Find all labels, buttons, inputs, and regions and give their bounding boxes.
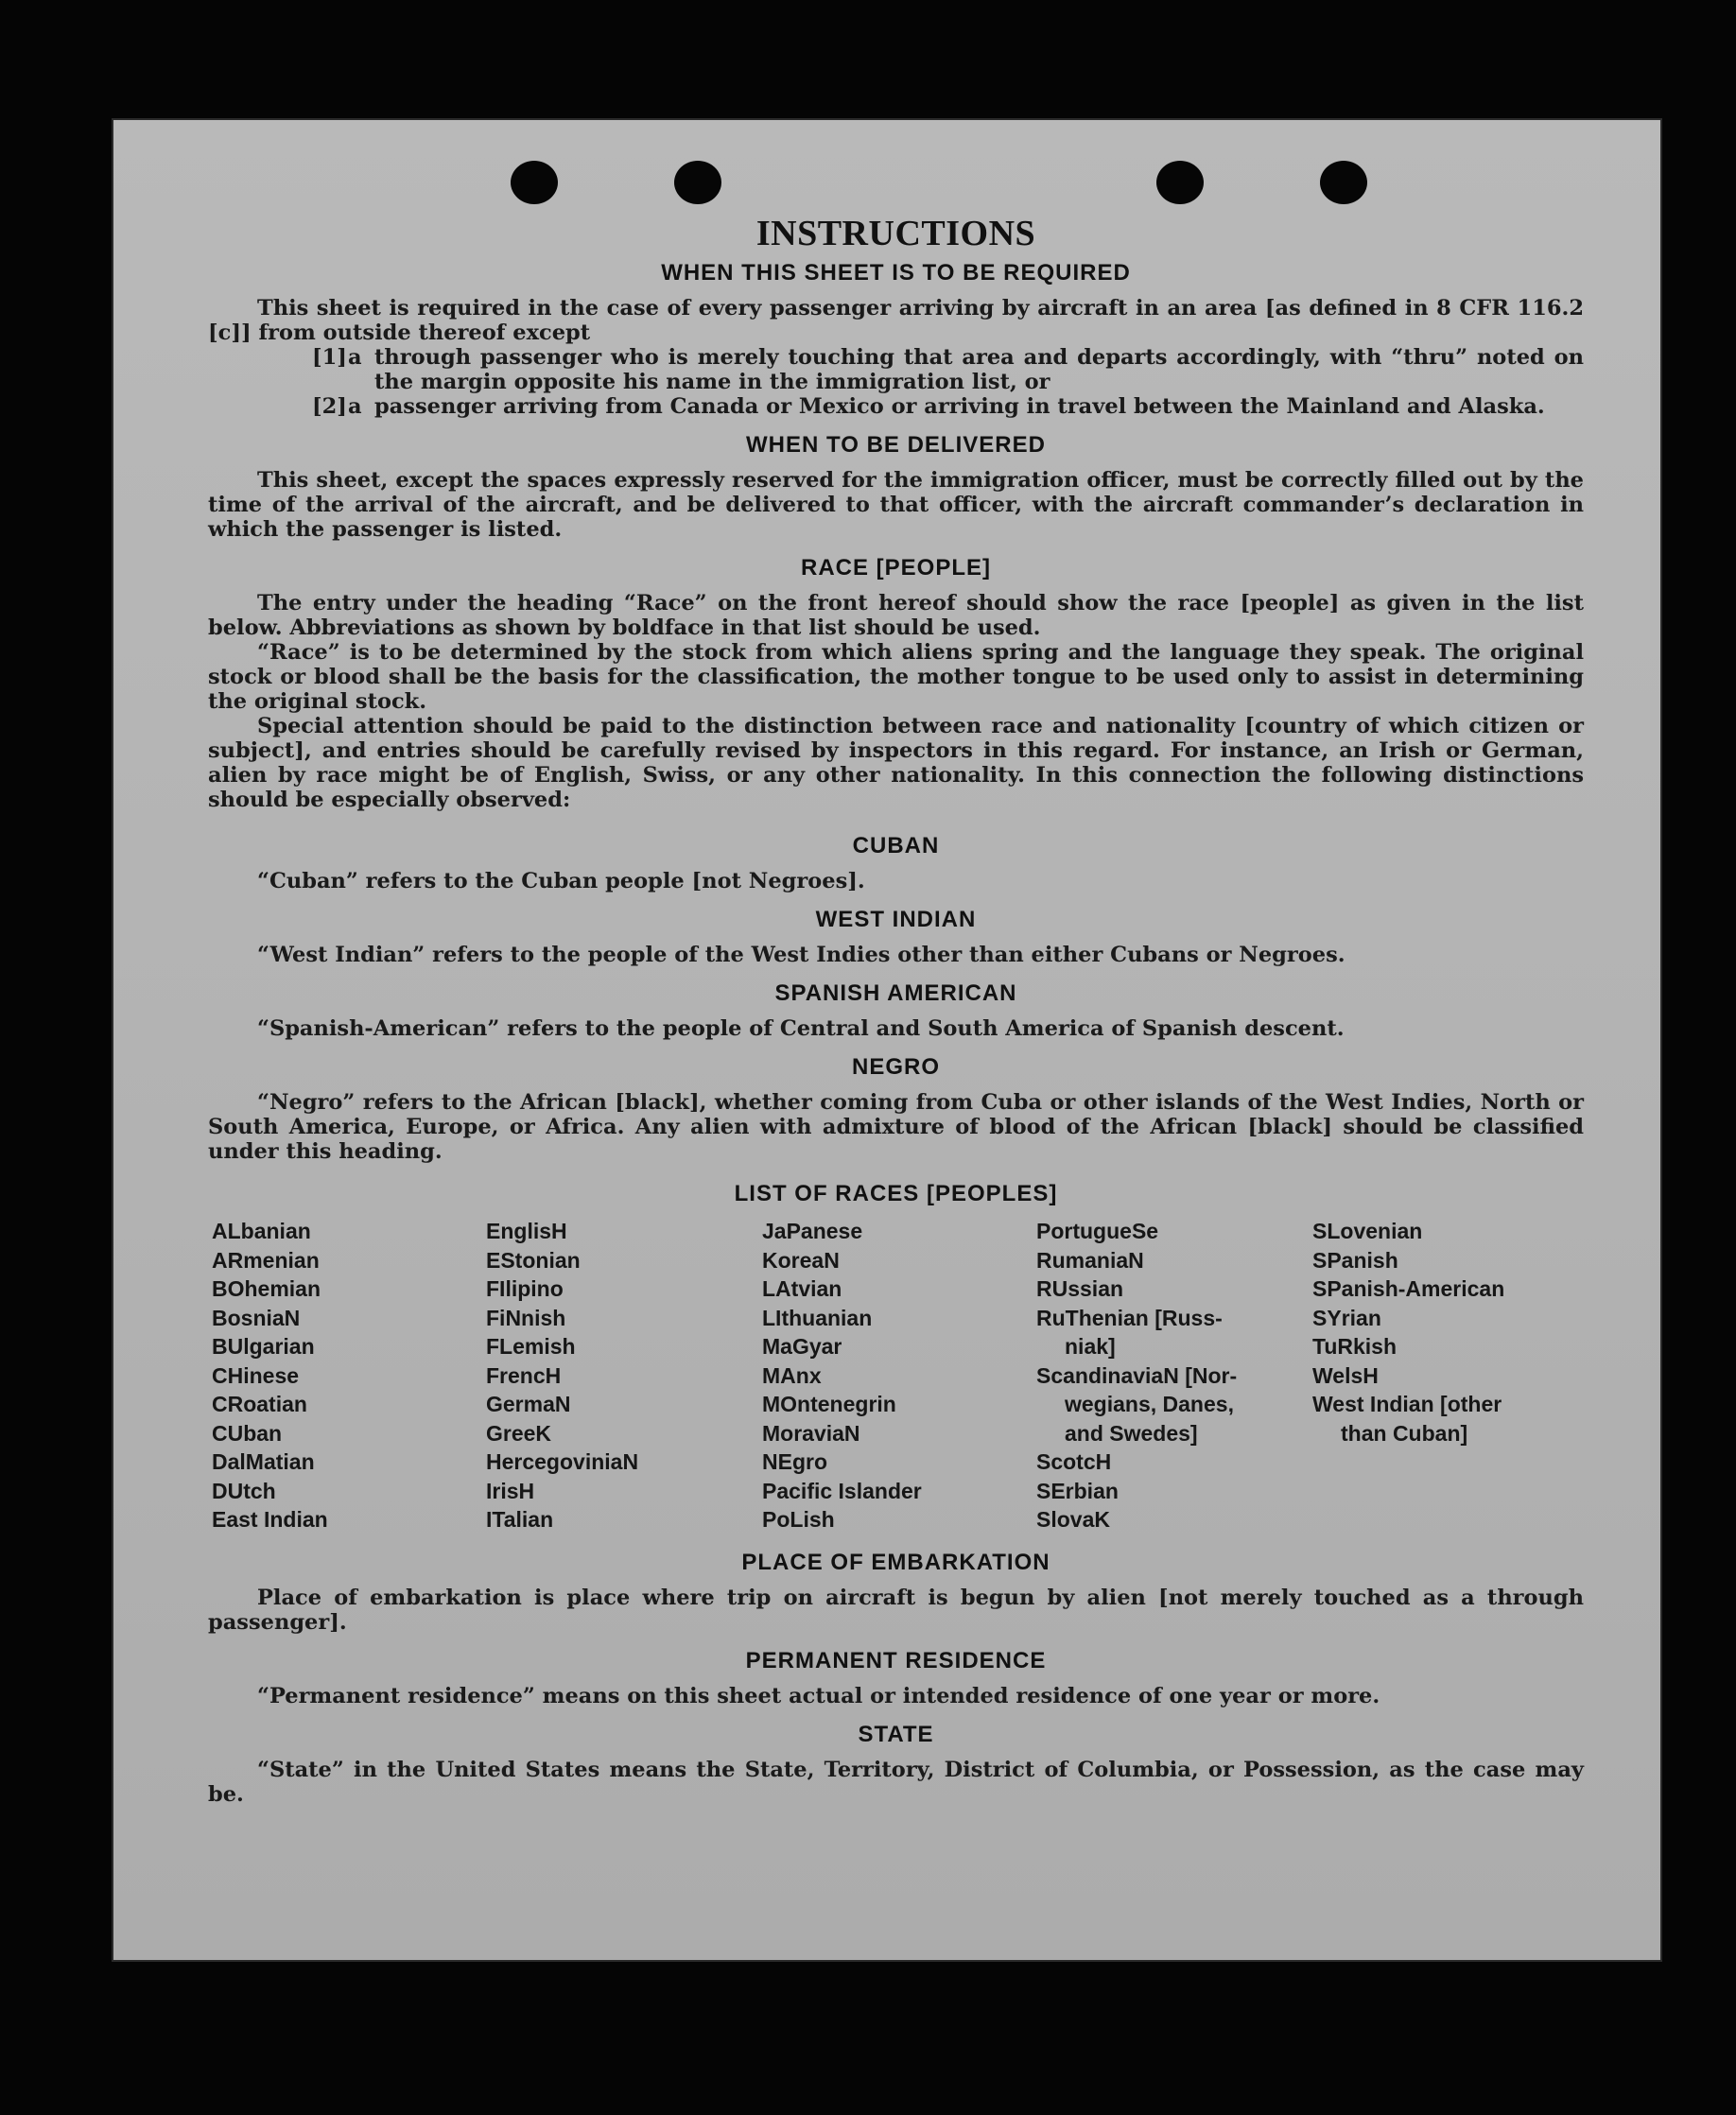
- race-entry: than Cuban]: [1341, 1420, 1468, 1446]
- state-text: “State” in the United States means the State, Territory, District of Columbia, or Possession, as the case may be.: [208, 1757, 1584, 1807]
- race-entry: EnglisH: [486, 1219, 567, 1243]
- race-entry: FIlipino: [486, 1276, 564, 1301]
- race-entry: KoreaN: [762, 1247, 840, 1273]
- race-entry: TuRkish: [1312, 1334, 1397, 1359]
- race-entry: ARmenian: [212, 1247, 320, 1273]
- race-entry: FrencH: [486, 1362, 562, 1388]
- section-heading-required: WHEN THIS SHEET IS TO BE REQUIRED: [661, 260, 1131, 286]
- definition-west-indian: “West Indian” refers to the people of the West Indies other than either Cubans or Negroes.: [257, 943, 1345, 967]
- race-entry: RUssian: [1036, 1276, 1124, 1301]
- race-entry: DalMatian: [212, 1449, 315, 1474]
- embarkation-text: Place of embarkation is place where trip on aircraft is begun by alien [not merely touched as a through passenger].: [208, 1585, 1584, 1635]
- race-entry: FiNnish: [486, 1305, 566, 1330]
- race-entry: CRoatian: [212, 1392, 307, 1416]
- race-entry: CUban: [212, 1420, 283, 1446]
- punch-hole: [511, 161, 558, 204]
- item-label: a: [348, 394, 362, 419]
- race-entry: ALbanian: [212, 1219, 311, 1243]
- race-entry: IrisH: [486, 1478, 535, 1503]
- delivered-text: This sheet, except the spaces expressly reserved for the immigration officer, must be correctly filled out by the time of the arrival of the aircraft, and be delivered to that officer, with the aircraft commander’s declaration in which the passenger is listed.: [208, 468, 1584, 542]
- race-entry: ITalian: [486, 1507, 554, 1532]
- race-entry: MAnx: [762, 1362, 822, 1388]
- section-heading-west-indian: WEST INDIAN: [815, 907, 977, 932]
- races-column: [1036, 1217, 1312, 1534]
- race-entry: MoraviaN: [762, 1420, 860, 1446]
- race-entry: GermaN: [486, 1392, 571, 1416]
- section-heading-state: STATE: [858, 1721, 934, 1747]
- race-entry: SlovaK: [1036, 1507, 1110, 1532]
- race-entry: SPanish: [1312, 1247, 1398, 1273]
- race-entry: BOhemian: [212, 1276, 321, 1301]
- punch-hole: [1320, 161, 1367, 204]
- race-entry: SYrian: [1312, 1305, 1381, 1330]
- definition-spanish-american: “Spanish-American” refers to the people of Central and South America of Spanish descent.: [257, 1016, 1345, 1041]
- race-entry: RuThenian [Russ-: [1036, 1305, 1223, 1330]
- races-column: [1312, 1217, 1587, 1534]
- race-entry: JaPanese: [762, 1219, 863, 1243]
- document-sheet: [112, 118, 1662, 1962]
- item-label: a: [348, 345, 362, 370]
- punch-hole: [1156, 161, 1204, 204]
- definition-cuban: “Cuban” refers to the Cuban people [not Negroes].: [257, 869, 865, 893]
- race-entry: Pacific Islander: [762, 1478, 922, 1503]
- section-heading-negro: NEGRO: [851, 1054, 940, 1080]
- section-heading-race: RACE [PEOPLE]: [800, 555, 991, 581]
- race-entry: PoLish: [762, 1507, 835, 1532]
- section-heading-delivered: WHEN TO BE DELIVERED: [746, 432, 1046, 458]
- race-paragraph: Special attention should be paid to the distinction between race and nationality [country of which citizen or subject], and entries should be carefully revised by inspectors in this regard. For instance, an Irish or German, alien by race might be of English, Swiss, or any other nationality. In this connection the following distinctions should be especially observed:: [208, 714, 1584, 812]
- section-heading-list-of-races: LIST OF RACES [PEOPLES]: [734, 1181, 1058, 1206]
- section-heading-cuban: CUBAN: [852, 833, 940, 858]
- races-column: [212, 1217, 486, 1534]
- race-entry: PortugueSe: [1036, 1219, 1159, 1243]
- item-text: through passenger who is merely touching that area and departs accordingly, with “thru” noted on the margin opposite his name in the immigration list, or: [374, 345, 1584, 394]
- race-entry: NEgro: [762, 1449, 827, 1474]
- race-entry: BUlgarian: [212, 1334, 315, 1359]
- definition-negro: “Negro” refers to the African [black], whether coming from Cuba or other islands of the West Indies, North or South America, Europe, or Africa. Any alien with admixture of blood of the African [black] should be classified under this heading.: [208, 1090, 1584, 1164]
- required-intro: This sheet is required in the case of every passenger arriving by aircraft in an area [as defined in 8 CFR 116.2 [c]] from outside thereof except: [208, 296, 1584, 345]
- race-entry: SPanish-American: [1312, 1276, 1505, 1301]
- race-entry: HercegoviniaN: [486, 1449, 639, 1474]
- races-list: [212, 1217, 1584, 1534]
- required-item-2: [208, 394, 1584, 419]
- race-entry: FLemish: [486, 1334, 576, 1359]
- required-item-1: [208, 345, 1584, 394]
- item-text: passenger arriving from Canada or Mexico or arriving in travel between the Mainland and Alaska.: [374, 394, 1545, 419]
- race-entry: ScotcH: [1036, 1449, 1112, 1474]
- race-entry: SLovenian: [1312, 1219, 1423, 1243]
- race-entry: SErbian: [1036, 1478, 1119, 1503]
- race-paragraph: The entry under the heading “Race” on the front hereof should show the race [people] as given in the list below. Abbreviations as shown by boldface in that list should be used.: [208, 591, 1584, 640]
- item-number: [2]: [312, 394, 347, 419]
- races-column: [762, 1217, 1036, 1534]
- race-entry: GreeK: [486, 1420, 552, 1446]
- race-paragraph: “Race” is to be determined by the stock from which aliens spring and the language they speak. The original stock or blood shall be the basis for the classification, the mother tongue to be used only to assist in determining the original stock.: [208, 640, 1584, 714]
- race-entry: MaGyar: [762, 1334, 842, 1359]
- race-entry: DUtch: [212, 1478, 276, 1503]
- punch-hole: [674, 161, 721, 204]
- race-entry: RumaniaN: [1036, 1247, 1144, 1273]
- race-entry: East Indian: [212, 1507, 328, 1532]
- page-title: INSTRUCTIONS: [755, 214, 1036, 253]
- race-entry: EStonian: [486, 1247, 581, 1273]
- race-entry: LIthuanian: [762, 1305, 873, 1330]
- race-entry: wegians, Danes,: [1065, 1392, 1234, 1416]
- race-entry: West Indian [other: [1312, 1392, 1502, 1416]
- race-entry: ScandinaviaN [Nor-: [1036, 1362, 1238, 1388]
- section-heading-residence: PERMANENT RESIDENCE: [745, 1647, 1047, 1673]
- race-entry: WelsH: [1312, 1362, 1379, 1388]
- section-heading-embarkation: PLACE OF EMBARKATION: [741, 1549, 1050, 1575]
- residence-text: “Permanent residence” means on this sheet actual or intended residence of one year or more.: [257, 1683, 1380, 1708]
- race-entry: LAtvian: [762, 1276, 842, 1301]
- race-entry: CHinese: [212, 1362, 300, 1388]
- race-entry: MOntenegrin: [762, 1392, 896, 1416]
- instructions-content: [208, 213, 1584, 1807]
- race-entry: niak]: [1065, 1334, 1116, 1359]
- race-entry: BosniaN: [212, 1305, 301, 1330]
- item-number: [1]: [312, 345, 347, 370]
- race-entry: and Swedes]: [1065, 1420, 1198, 1446]
- section-heading-spanish-american: SPANISH AMERICAN: [774, 980, 1017, 1006]
- races-column: [486, 1217, 762, 1534]
